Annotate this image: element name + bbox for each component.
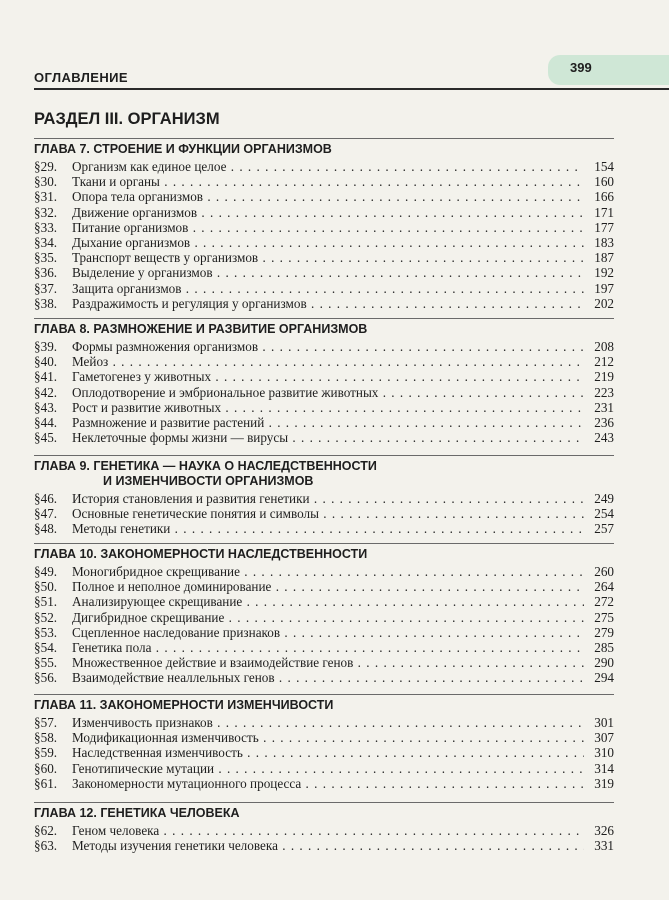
entry-list	[34, 715, 614, 791]
toc-entry[interactable]: §30. Ткани и органы . . . 160	[34, 174, 614, 189]
toc-entry[interactable]: §60. Генотипические мутации . . . 314	[34, 761, 614, 776]
chapter-11	[34, 694, 614, 791]
entry-list	[34, 159, 614, 311]
chapter-divider	[34, 455, 614, 456]
toc-entry[interactable]: §45. Неклеточные формы жизни — вирусы . . . 243	[34, 430, 614, 445]
entry-list	[34, 491, 614, 537]
toc-entry[interactable]: §33. Питание организмов . . . 177	[34, 220, 614, 235]
chapter-title: ГЛАВА 8. РАЗМНОЖЕНИЕ И РАЗВИТИЕ ОРГАНИЗМОВ	[34, 322, 368, 336]
chapter-divider	[34, 802, 614, 803]
chapter-divider	[34, 318, 614, 319]
toc-entry[interactable]: §55. Множественное действие и взаимодействие генов . . . 290	[34, 655, 614, 670]
chapter-8	[34, 318, 614, 445]
toc-entry[interactable]: §54. Генетика пола . . . 285	[34, 640, 614, 655]
entry-list	[34, 564, 614, 686]
toc-entry[interactable]: §40. Мейоз . . . 212	[34, 354, 614, 369]
chapter-9	[34, 455, 614, 537]
toc-entry[interactable]: §34. Дыхание организмов . . . 183	[34, 235, 614, 250]
toc-entry[interactable]: §52. Дигибридное скрещивание . . . 275	[34, 610, 614, 625]
running-header: ОГЛАВЛЕНИЕ	[34, 70, 128, 85]
toc-entry[interactable]: §42. Оплодотворение и эмбриональное развитие животных . . . 223	[34, 385, 614, 400]
toc-entry[interactable]: §48. Методы генетики . . . 257	[34, 521, 614, 536]
toc-entry[interactable]: §39. Формы размножения организмов . . . 208	[34, 339, 614, 354]
toc-entry[interactable]: §58. Модификационная изменчивость . . . 307	[34, 730, 614, 745]
chapter-title: ГЛАВА 9. ГЕНЕТИКА — НАУКА О НАСЛЕДСТВЕННОСТИ И ИЗМЕНЧИВОСТИ ОРГАНИЗМОВ	[34, 459, 377, 488]
toc-entry[interactable]: §53. Сцепленное наследование признаков . . . 279	[34, 625, 614, 640]
chapter-title: ГЛАВА 7. СТРОЕНИЕ И ФУНКЦИИ ОРГАНИЗМОВ	[34, 142, 332, 156]
chapter-12	[34, 802, 614, 853]
chapter-10	[34, 543, 614, 686]
toc-entry[interactable]: §29. Организм как единое целое . . . 154	[34, 159, 614, 174]
toc-entry[interactable]: §44. Размножение и развитие растений . . . 236	[34, 415, 614, 430]
chapter-divider	[34, 694, 614, 695]
toc-entry[interactable]: §31. Опора тела организмов . . . 166	[34, 189, 614, 204]
header-divider	[34, 88, 669, 90]
toc-entry[interactable]: §36. Выделение у организмов . . . 192	[34, 265, 614, 280]
toc-entry[interactable]: §46. История становления и развития генетики . . . 249	[34, 491, 614, 506]
toc-entry[interactable]: §50. Полное и неполное доминирование . . . 264	[34, 579, 614, 594]
chapter-divider	[34, 543, 614, 544]
chapter-divider	[34, 138, 614, 139]
toc-entry[interactable]: §49. Моногибридное скрещивание . . . 260	[34, 564, 614, 579]
toc-entry[interactable]: §57. Изменчивость признаков . . . 301	[34, 715, 614, 730]
entry-list	[34, 339, 614, 445]
toc-entry[interactable]: §47. Основные генетические понятия и символы . . . 254	[34, 506, 614, 521]
toc-entry[interactable]: §32. Движение организмов . . . 171	[34, 205, 614, 220]
toc-entry[interactable]: §56. Взаимодействие неаллельных генов . . . 294	[34, 670, 614, 685]
page-number: 399	[570, 60, 592, 75]
toc-entry[interactable]: §51. Анализирующее скрещивание . . . 272	[34, 594, 614, 609]
chapter-title: ГЛАВА 10. ЗАКОНОМЕРНОСТИ НАСЛЕДСТВЕННОСТИ	[34, 547, 368, 561]
toc-entry[interactable]: §59. Наследственная изменчивость . . . 310	[34, 745, 614, 760]
entry-list	[34, 823, 614, 853]
toc-entry[interactable]: §62. Геном человека . . . 326	[34, 823, 614, 838]
toc-entry[interactable]: §38. Раздражимость и регуляция у организмов . . . 202	[34, 296, 614, 311]
page-number-tab	[548, 55, 669, 85]
toc-entry[interactable]: §63. Методы изучения генетики человека . . . 331	[34, 838, 614, 853]
toc-entry[interactable]: §43. Рост и развитие животных . . . 231	[34, 400, 614, 415]
toc-entry[interactable]: §37. Защита организмов . . . 197	[34, 281, 614, 296]
toc-entry[interactable]: §35. Транспорт веществ у организмов . . . 187	[34, 250, 614, 265]
chapter-title: ГЛАВА 12. ГЕНЕТИКА ЧЕЛОВЕКА	[34, 806, 240, 820]
toc-entry[interactable]: §41. Гаметогенез у животных . . . 219	[34, 369, 614, 384]
chapter-title: ГЛАВА 11. ЗАКОНОМЕРНОСТИ ИЗМЕНЧИВОСТИ	[34, 698, 334, 712]
chapter-7	[34, 138, 614, 311]
section-title: РАЗДЕЛ III. ОРГАНИЗМ	[34, 110, 220, 128]
toc-entry[interactable]: §61. Закономерности мутационного процесса . . . 319	[34, 776, 614, 791]
